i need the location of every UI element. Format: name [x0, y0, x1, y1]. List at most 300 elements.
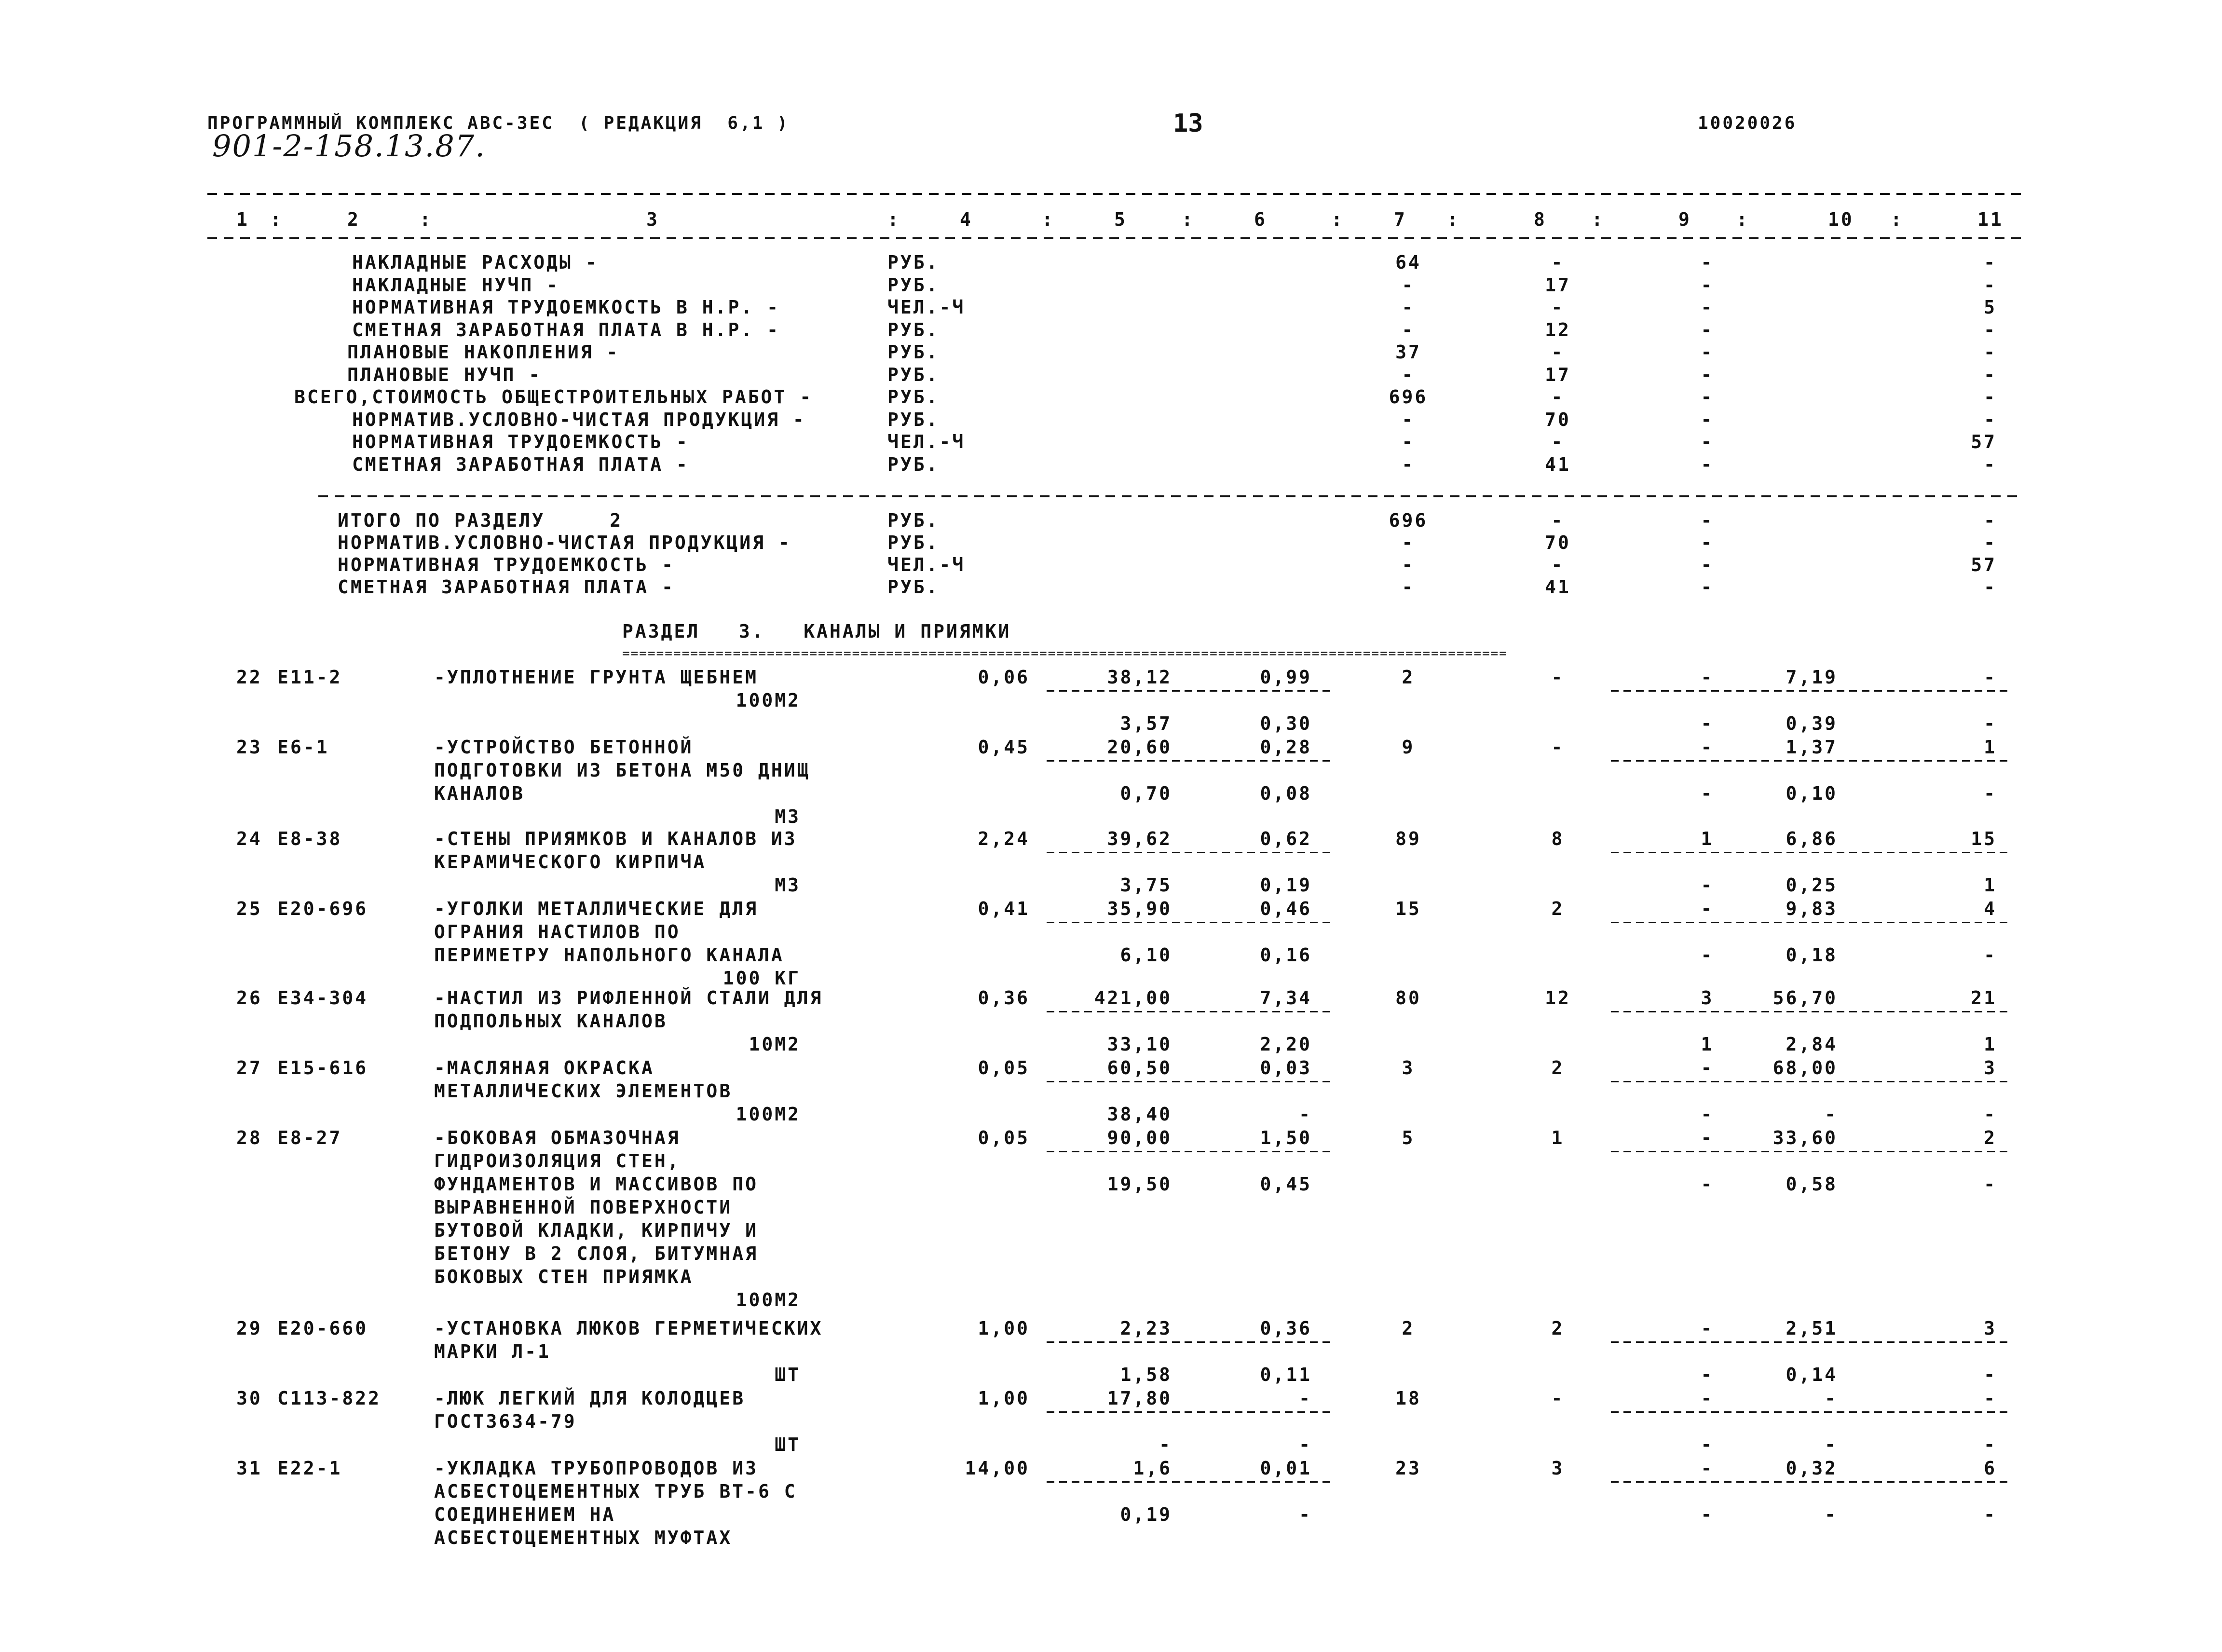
item-value-c11-sub: 1	[1984, 1034, 1997, 1055]
item-price-machines: -	[1299, 1388, 1312, 1409]
item-number: 24	[236, 828, 262, 849]
summary-unit: РУБ.	[887, 453, 940, 475]
item-code: Е8-27	[277, 1127, 342, 1148]
summary-value-c8: 17	[1545, 274, 1571, 296]
summary-value-c11: -	[1984, 386, 1997, 408]
item-description-line: КАНАЛОВ	[434, 783, 525, 804]
item-description-line: -СТЕНЫ ПРИЯМКОВ И КАНАЛОВ ИЗ	[434, 828, 797, 849]
item-subrule	[1047, 1481, 1331, 1483]
item-code: Е6-1	[277, 737, 329, 758]
item-description-line: МАРКИ Л-1	[434, 1341, 551, 1362]
item-price-machine-salary: 0,11	[1260, 1364, 1312, 1385]
item-subrule	[1047, 1081, 1331, 1082]
item-value-c9-sub: -	[1701, 783, 1714, 804]
item-price-machines: 0,03	[1260, 1057, 1312, 1079]
column-header-cell: 9	[1678, 209, 1691, 230]
item-description-line: МЕТАЛЛИЧЕСКИХ ЭЛЕМЕНТОВ	[434, 1080, 733, 1102]
item-price-machines: 7,34	[1260, 987, 1312, 1009]
column-header-cell: 5	[1114, 209, 1127, 230]
total-value-c7: -	[1402, 554, 1415, 575]
item-price-machines: 0,46	[1260, 898, 1312, 919]
total-value-c9: -	[1701, 554, 1714, 575]
item-price-total: 90,00	[1107, 1127, 1172, 1148]
item-price-salary: 38,40	[1107, 1104, 1172, 1125]
total-value-c7: 696	[1389, 510, 1428, 531]
item-subrule	[1047, 852, 1331, 853]
item-description-line: -МАСЛЯНАЯ ОКРАСКА	[434, 1057, 654, 1079]
item-value-c10-sub: 0,10	[1786, 783, 1838, 804]
item-quantity: 0,05	[978, 1057, 1030, 1079]
item-value-c10: 33,60	[1772, 1127, 1838, 1148]
item-subrule	[1611, 690, 2011, 692]
summary-value-c11: -	[1984, 252, 1997, 273]
column-header-cell: 2	[347, 209, 360, 230]
document-number: 10020026	[1698, 113, 1797, 133]
column-header-cell: :	[420, 209, 433, 230]
program-title: ПРОГРАММНЫЙ КОМПЛЕКС АВС-3ЕС ( РЕДАКЦИЯ 6,1 )	[207, 113, 790, 133]
column-header-cell: :	[1042, 209, 1055, 230]
item-subrule	[1611, 1341, 2011, 1343]
item-price-machine-salary: 0,08	[1260, 783, 1312, 804]
item-value-c10-sub: 0,14	[1786, 1364, 1838, 1385]
total-label: НОРМАТИВНАЯ ТРУДОЕМКОСТЬ -	[338, 554, 675, 575]
summary-value-c11: -	[1984, 409, 1997, 430]
item-price-total: 38,12	[1107, 667, 1172, 688]
summary-unit: РУБ.	[887, 341, 940, 363]
summary-value-c8: -	[1551, 252, 1565, 273]
item-value-c7: 9	[1402, 737, 1415, 758]
item-description-line: -УСТРОЙСТВО БЕТОННОЙ	[434, 737, 694, 758]
item-price-machines: 0,99	[1260, 667, 1312, 688]
summary-value-c8: -	[1551, 341, 1565, 363]
item-subrule	[1047, 922, 1331, 923]
item-value-c8: 2	[1551, 1318, 1565, 1339]
item-price-salary: 0,19	[1120, 1504, 1172, 1525]
column-header-cell: :	[1592, 209, 1605, 230]
summary-label: ПЛАНОВЫЕ НАКОПЛЕНИЯ -	[347, 341, 620, 363]
item-price-machines: 0,28	[1260, 737, 1312, 758]
item-subrule	[1611, 1081, 2011, 1082]
item-value-c11: -	[1984, 667, 1997, 688]
item-price-machine-salary: -	[1299, 1434, 1312, 1455]
item-unit: М3	[775, 874, 801, 896]
summary-value-c7: -	[1402, 319, 1415, 341]
total-value-c7: -	[1402, 576, 1415, 598]
item-value-c11: 15	[1971, 828, 1997, 849]
item-subrule	[1611, 852, 2011, 853]
total-value-c11: -	[1984, 576, 1997, 598]
summary-value-c11: -	[1984, 319, 1997, 341]
item-value-c7: 2	[1402, 667, 1415, 688]
total-value-c8: -	[1551, 510, 1565, 531]
item-value-c11: 6	[1984, 1458, 1997, 1479]
item-value-c9: -	[1701, 1127, 1714, 1148]
summary-value-c9: -	[1701, 409, 1714, 430]
item-subrule	[1047, 1151, 1331, 1152]
summary-value-c11: 57	[1971, 431, 1997, 452]
item-number: 25	[236, 898, 262, 919]
item-price-total: 20,60	[1107, 737, 1172, 758]
item-unit: 100М2	[736, 1289, 801, 1311]
summary-label: СМЕТНАЯ ЗАРАБОТНАЯ ПЛАТА -	[352, 453, 689, 475]
item-value-c9: 1	[1701, 828, 1714, 849]
item-code: С113-822	[277, 1388, 382, 1409]
item-price-machine-salary: 0,30	[1260, 713, 1312, 734]
section-title-underline: ========================================================================================================	[622, 646, 1508, 661]
column-header-cell: 8	[1534, 209, 1547, 230]
summary-value-c7: 696	[1389, 386, 1428, 408]
item-description-line: -УГОЛКИ МЕТАЛЛИЧЕСКИЕ ДЛЯ	[434, 898, 758, 919]
summary-unit: ЧЕЛ.-Ч	[887, 431, 966, 452]
header-rule-bottom	[207, 237, 2021, 239]
item-unit: 100М2	[736, 690, 801, 711]
summary-value-c9: -	[1701, 252, 1714, 273]
summary-value-c9: -	[1701, 453, 1714, 475]
item-subrule	[1047, 1411, 1331, 1413]
total-value-c11: -	[1984, 510, 1997, 531]
item-subrule	[1047, 1341, 1331, 1343]
item-description-line: ГОСТ3634-79	[434, 1411, 577, 1432]
item-price-machines: 1,50	[1260, 1127, 1312, 1148]
item-code: Е11-2	[277, 667, 342, 688]
total-unit: РУБ.	[887, 510, 940, 531]
item-price-total: 60,50	[1107, 1057, 1172, 1079]
item-number: 30	[236, 1388, 262, 1409]
item-value-c11-sub: -	[1984, 1104, 1997, 1125]
item-value-c9: -	[1701, 1318, 1714, 1339]
total-value-c9: -	[1701, 576, 1714, 598]
column-header-cell: :	[1736, 209, 1749, 230]
summary-value-c9: -	[1701, 386, 1714, 408]
summary-value-c8: -	[1551, 386, 1565, 408]
item-unit: ШТ	[775, 1434, 801, 1455]
item-subrule	[1611, 1411, 2011, 1413]
item-value-c9-sub: -	[1701, 874, 1714, 896]
item-description-line: СОЕДИНЕНИЕМ НА	[434, 1504, 616, 1525]
item-price-total: 2,23	[1120, 1318, 1172, 1339]
item-value-c9: -	[1701, 1458, 1714, 1479]
item-price-machine-salary: 0,19	[1260, 874, 1312, 896]
item-description-line: ВЫРАВНЕННОЙ ПОВЕРХНОСТИ	[434, 1197, 733, 1218]
item-unit: 100 КГ	[722, 968, 801, 989]
item-price-salary: 3,57	[1120, 713, 1172, 734]
item-subrule	[1611, 760, 2011, 762]
item-value-c7: 80	[1395, 987, 1421, 1009]
item-value-c10-sub: -	[1825, 1104, 1838, 1125]
column-header-cell: :	[270, 209, 283, 230]
item-value-c9: -	[1701, 737, 1714, 758]
column-header-cell: 3	[646, 209, 659, 230]
item-subrule	[1611, 1011, 2011, 1012]
total-label: ИТОГО ПО РАЗДЕЛУ 2	[338, 510, 623, 531]
item-description-line: ПОДГОТОВКИ ИЗ БЕТОНА М50 ДНИЩ	[434, 760, 810, 781]
item-value-c10: 7,19	[1786, 667, 1838, 688]
item-quantity: 14,00	[965, 1458, 1030, 1479]
column-header-cell: 6	[1254, 209, 1267, 230]
summary-value-c11: -	[1984, 364, 1997, 385]
summary-unit: РУБ.	[887, 274, 940, 296]
item-unit: М3	[775, 806, 801, 827]
item-description-line: ГИДРОИЗОЛЯЦИЯ СТЕН,	[434, 1150, 681, 1172]
total-value-c11: 57	[1971, 554, 1997, 575]
item-value-c10-sub: 0,58	[1786, 1174, 1838, 1195]
item-code: Е20-660	[277, 1318, 368, 1339]
item-value-c9: -	[1701, 667, 1714, 688]
item-value-c11: 3	[1984, 1057, 1997, 1079]
item-number: 26	[236, 987, 262, 1009]
item-subrule	[1047, 1011, 1331, 1012]
item-value-c11-sub: -	[1984, 944, 1997, 966]
item-number: 28	[236, 1127, 262, 1148]
item-value-c11-sub: 1	[1984, 874, 1997, 896]
item-value-c7: 89	[1395, 828, 1421, 849]
summary-value-c11: 5	[1984, 297, 1997, 318]
item-price-total: 1,6	[1133, 1458, 1172, 1479]
item-value-c10-sub: -	[1825, 1434, 1838, 1455]
column-header-cell: 4	[960, 209, 973, 230]
item-value-c7: 15	[1395, 898, 1421, 919]
item-description-line: БЕТОНУ В 2 СЛОЯ, БИТУМНАЯ	[434, 1243, 758, 1264]
item-value-c8: -	[1551, 737, 1565, 758]
item-value-c11: 1	[1984, 737, 1997, 758]
item-value-c7: 2	[1402, 1318, 1415, 1339]
item-price-salary: 19,50	[1107, 1174, 1172, 1195]
total-label: НОРМАТИВ.УСЛОВНО-ЧИСТАЯ ПРОДУКЦИЯ -	[338, 532, 791, 553]
summary-label: НОРМАТИВ.УСЛОВНО-ЧИСТАЯ ПРОДУКЦИЯ -	[352, 409, 806, 430]
item-value-c10: 68,00	[1772, 1057, 1838, 1079]
summary-value-c8: -	[1551, 297, 1565, 318]
item-unit: ШТ	[775, 1364, 801, 1385]
item-description-line: ОГРАНИЯ НАСТИЛОВ ПО	[434, 921, 681, 942]
handwritten-project-code: 901-2-158.13.87.	[212, 128, 486, 164]
summary-rule	[318, 495, 2021, 497]
column-header-cell: :	[1447, 209, 1460, 230]
item-description-line: -ЛЮК ЛЕГКИЙ ДЛЯ КОЛОДЦЕВ	[434, 1388, 746, 1409]
item-description-line: -УПЛОТНЕНИЕ ГРУНТА ЩЕБНЕМ	[434, 667, 758, 688]
item-description-line: АСБЕСТОЦЕМЕНТНЫХ ТРУБ ВТ-6 С	[434, 1481, 797, 1502]
summary-value-c8: 17	[1545, 364, 1571, 385]
item-value-c9: 3	[1701, 987, 1714, 1009]
item-number: 27	[236, 1057, 262, 1079]
total-value-c8: -	[1551, 554, 1565, 575]
item-value-c9-sub: -	[1701, 1104, 1714, 1125]
item-number: 29	[236, 1318, 262, 1339]
item-price-machine-salary: -	[1299, 1504, 1312, 1525]
item-price-total: 17,80	[1107, 1388, 1172, 1409]
item-price-machine-salary: 0,16	[1260, 944, 1312, 966]
item-value-c9: -	[1701, 898, 1714, 919]
summary-label: НОРМАТИВНАЯ ТРУДОЕМКОСТЬ В Н.Р. -	[352, 297, 780, 318]
page-number: 13	[1173, 109, 1203, 138]
item-value-c10: 9,83	[1786, 898, 1838, 919]
item-description-line: ФУНДАМЕНТОВ И МАССИВОВ ПО	[434, 1174, 758, 1195]
total-unit: РУБ.	[887, 576, 940, 598]
summary-label: ПЛАНОВЫЕ НУЧП -	[347, 364, 542, 385]
item-subrule	[1611, 1481, 2011, 1483]
summary-value-c11: -	[1984, 453, 1997, 475]
column-header-cell: :	[1891, 209, 1904, 230]
column-header-cell: :	[1182, 209, 1195, 230]
item-value-c10: -	[1825, 1388, 1838, 1409]
item-number: 23	[236, 737, 262, 758]
summary-value-c8: -	[1551, 431, 1565, 452]
item-value-c10-sub: 0,25	[1786, 874, 1838, 896]
item-value-c9-sub: -	[1701, 1174, 1714, 1195]
item-value-c11: 21	[1971, 987, 1997, 1009]
summary-value-c9: -	[1701, 341, 1714, 363]
item-subrule	[1611, 1151, 2011, 1152]
summary-value-c8: 70	[1545, 409, 1571, 430]
item-value-c11-sub: -	[1984, 713, 1997, 734]
item-price-machine-salary: 2,20	[1260, 1034, 1312, 1055]
summary-value-c7: -	[1402, 431, 1415, 452]
summary-label: НАКЛАДНЫЕ НУЧП -	[352, 274, 560, 296]
summary-unit: РУБ.	[887, 252, 940, 273]
item-code: Е22-1	[277, 1458, 342, 1479]
summary-value-c7: -	[1402, 453, 1415, 475]
item-price-machines: 0,36	[1260, 1318, 1312, 1339]
item-description-line: -УСТАНОВКА ЛЮКОВ ГЕРМЕТИЧЕСКИХ	[434, 1318, 823, 1339]
item-value-c8: 3	[1551, 1458, 1565, 1479]
item-quantity: 1,00	[978, 1318, 1030, 1339]
item-quantity: 0,06	[978, 667, 1030, 688]
item-description-line: ПОДПОЛЬНЫХ КАНАЛОВ	[434, 1010, 668, 1032]
summary-label: СМЕТНАЯ ЗАРАБОТНАЯ ПЛАТА В Н.Р. -	[352, 319, 780, 341]
item-quantity: 1,00	[978, 1388, 1030, 1409]
item-value-c8: 1	[1551, 1127, 1565, 1148]
item-price-total: 35,90	[1107, 898, 1172, 919]
item-subrule	[1611, 922, 2011, 923]
item-value-c8: -	[1551, 667, 1565, 688]
item-value-c10-sub: 2,84	[1786, 1034, 1838, 1055]
item-price-machines: 0,01	[1260, 1458, 1312, 1479]
item-code: Е15-616	[277, 1057, 368, 1079]
item-value-c11: 3	[1984, 1318, 1997, 1339]
total-value-c11: -	[1984, 532, 1997, 553]
summary-value-c7: -	[1402, 364, 1415, 385]
summary-value-c7: 64	[1395, 252, 1421, 273]
item-value-c9-sub: 1	[1701, 1034, 1714, 1055]
column-header-cell: 11	[1977, 209, 2004, 230]
item-number: 22	[236, 667, 262, 688]
item-price-salary: 0,70	[1120, 783, 1172, 804]
item-quantity: 0,41	[978, 898, 1030, 919]
total-value-c8: 70	[1545, 532, 1571, 553]
item-value-c10: 6,86	[1786, 828, 1838, 849]
item-value-c7: 23	[1395, 1458, 1421, 1479]
total-value-c8: 41	[1545, 576, 1571, 598]
item-value-c9: -	[1701, 1057, 1714, 1079]
summary-unit: ЧЕЛ.-Ч	[887, 297, 966, 318]
item-value-c10-sub: 0,18	[1786, 944, 1838, 966]
item-value-c11: 2	[1984, 1127, 1997, 1148]
total-value-c7: -	[1402, 532, 1415, 553]
item-price-total: 421,00	[1094, 987, 1172, 1009]
item-description-line: КЕРАМИЧЕСКОГО КИРПИЧА	[434, 851, 707, 873]
summary-value-c11: -	[1984, 274, 1997, 296]
item-value-c11-sub: -	[1984, 1364, 1997, 1385]
summary-value-c7: -	[1402, 409, 1415, 430]
item-value-c8: -	[1551, 1388, 1565, 1409]
item-price-salary: -	[1159, 1434, 1172, 1455]
section-title: РАЗДЕЛ 3. КАНАЛЫ И ПРИЯМКИ	[622, 621, 1011, 642]
item-code: Е8-38	[277, 828, 342, 849]
item-unit: 10М2	[749, 1034, 801, 1055]
item-value-c11-sub: -	[1984, 1434, 1997, 1455]
summary-value-c9: -	[1701, 297, 1714, 318]
total-value-c9: -	[1701, 510, 1714, 531]
item-quantity: 2,24	[978, 828, 1030, 849]
summary-unit: РУБ.	[887, 319, 940, 341]
column-header-cell: 7	[1394, 209, 1407, 230]
summary-value-c7: 37	[1395, 341, 1421, 363]
summary-value-c9: -	[1701, 319, 1714, 341]
item-value-c10-sub: -	[1825, 1504, 1838, 1525]
item-description-line: -БОКОВАЯ ОБМАЗОЧНАЯ	[434, 1127, 681, 1148]
summary-value-c9: -	[1701, 364, 1714, 385]
item-price-salary: 3,75	[1120, 874, 1172, 896]
total-label: СМЕТНАЯ ЗАРАБОТНАЯ ПЛАТА -	[338, 576, 675, 598]
item-value-c11-sub: -	[1984, 1504, 1997, 1525]
column-header-cell: :	[1331, 209, 1344, 230]
summary-value-c7: -	[1402, 274, 1415, 296]
summary-label: ВСЕГО,СТОИМОСТЬ ОБЩЕСТРОИТЕЛЬНЫХ РАБОТ -	[294, 386, 813, 408]
item-code: Е20-696	[277, 898, 368, 919]
total-unit: ЧЕЛ.-Ч	[887, 554, 966, 575]
item-value-c7: 5	[1402, 1127, 1415, 1148]
item-value-c8: 8	[1551, 828, 1565, 849]
item-value-c10: 2,51	[1786, 1318, 1838, 1339]
item-value-c9-sub: -	[1701, 1434, 1714, 1455]
item-code: Е34-304	[277, 987, 368, 1009]
item-value-c11: 4	[1984, 898, 1997, 919]
summary-label: НОРМАТИВНАЯ ТРУДОЕМКОСТЬ -	[352, 431, 689, 452]
item-value-c8: 12	[1545, 987, 1571, 1009]
item-value-c9-sub: -	[1701, 944, 1714, 966]
item-value-c10: 1,37	[1786, 737, 1838, 758]
item-value-c9-sub: -	[1701, 713, 1714, 734]
item-price-salary: 1,58	[1120, 1364, 1172, 1385]
summary-unit: РУБ.	[887, 386, 940, 408]
summary-value-c9: -	[1701, 274, 1714, 296]
column-header-cell: :	[887, 209, 900, 230]
item-subrule	[1047, 760, 1331, 762]
item-price-total: 39,62	[1107, 828, 1172, 849]
total-value-c9: -	[1701, 532, 1714, 553]
item-quantity: 0,05	[978, 1127, 1030, 1148]
summary-label: НАКЛАДНЫЕ РАСХОДЫ -	[352, 252, 599, 273]
summary-value-c8: 12	[1545, 319, 1571, 341]
item-value-c11: -	[1984, 1388, 1997, 1409]
item-price-salary: 33,10	[1107, 1034, 1172, 1055]
item-value-c9-sub: -	[1701, 1504, 1714, 1525]
item-price-machine-salary: -	[1299, 1104, 1312, 1125]
item-value-c11-sub: -	[1984, 1174, 1997, 1195]
item-quantity: 0,45	[978, 737, 1030, 758]
item-description-line: БУТОВОЙ КЛАДКИ, КИРПИЧУ И	[434, 1220, 758, 1241]
summary-value-c8: 41	[1545, 453, 1571, 475]
item-value-c10: 56,70	[1772, 987, 1838, 1009]
item-value-c7: 18	[1395, 1388, 1421, 1409]
item-value-c10-sub: 0,39	[1786, 713, 1838, 734]
item-value-c7: 3	[1402, 1057, 1415, 1079]
summary-unit: РУБ.	[887, 409, 940, 430]
item-description-line: -НАСТИЛ ИЗ РИФЛЕННОЙ СТАЛИ ДЛЯ	[434, 987, 823, 1009]
item-description-line: ПЕРИМЕТРУ НАПОЛЬНОГО КАНАЛА	[434, 944, 784, 966]
column-header-cell: 10	[1828, 209, 1854, 230]
item-description-line: -УКЛАДКА ТРУБОПРОВОДОВ ИЗ	[434, 1458, 758, 1479]
item-value-c8: 2	[1551, 898, 1565, 919]
